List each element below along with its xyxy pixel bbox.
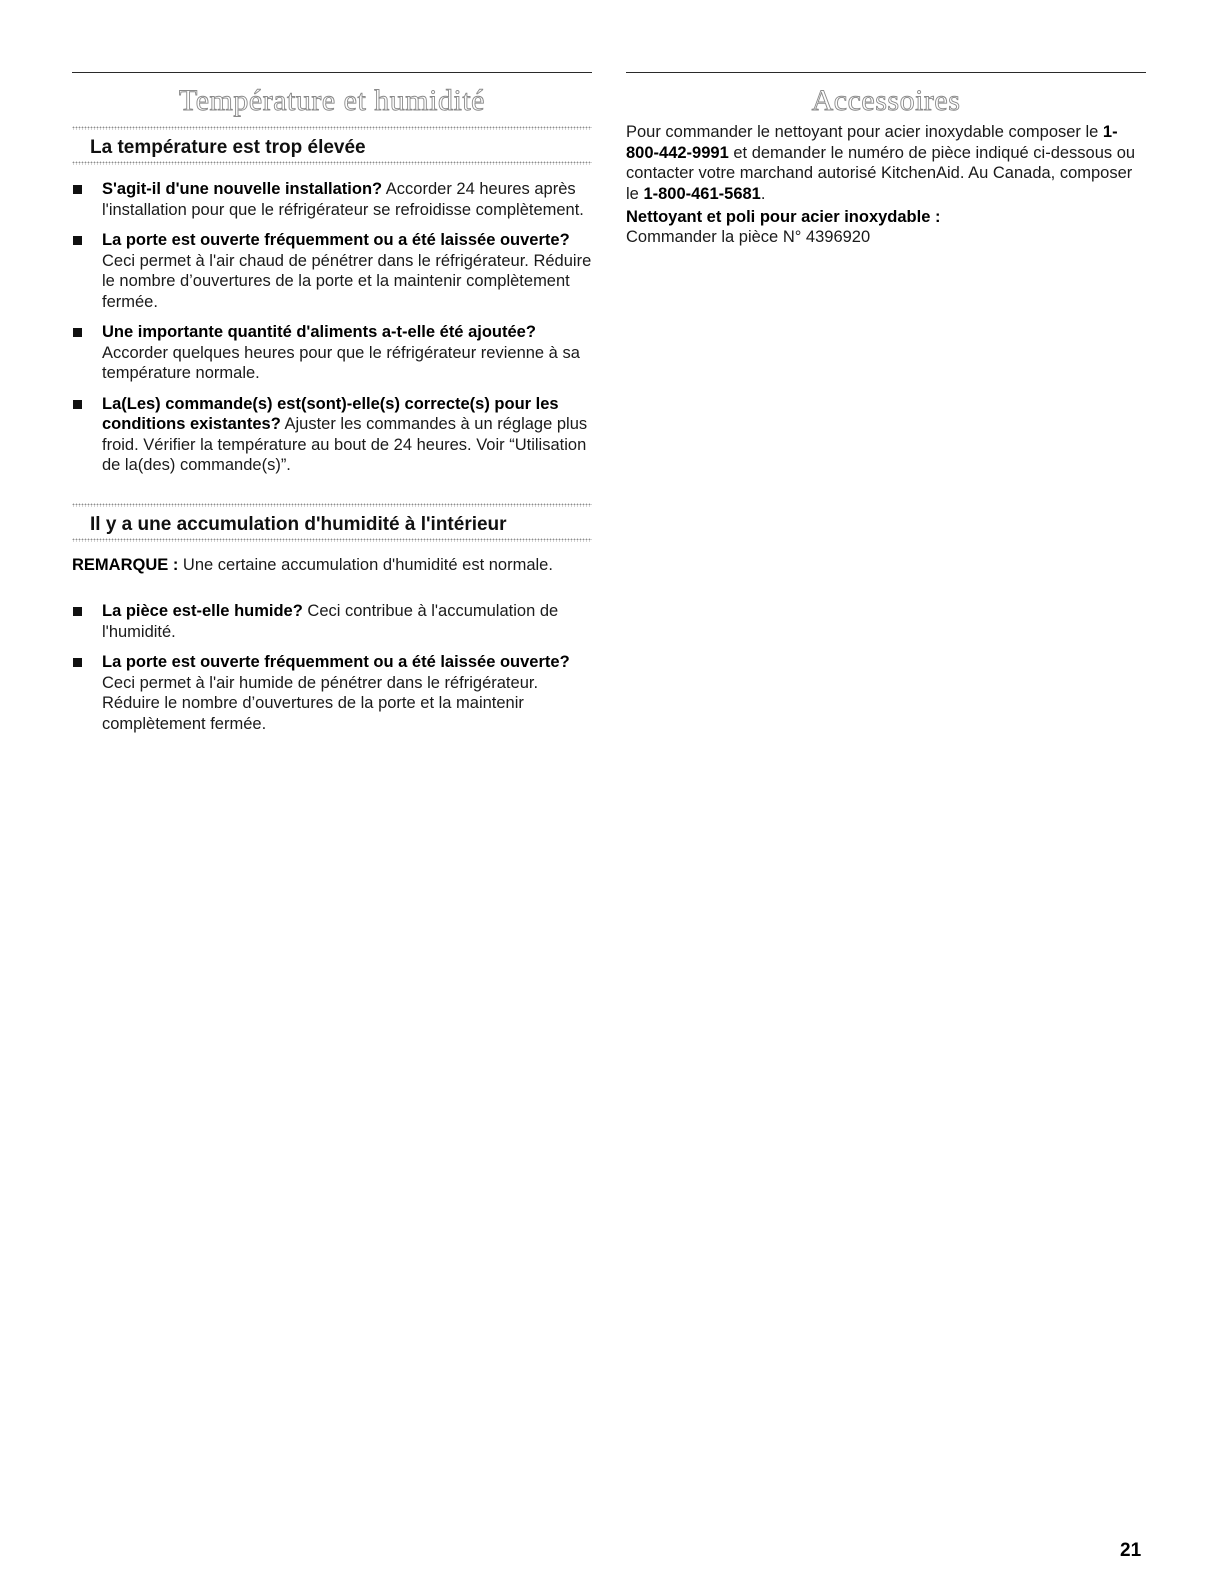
subheading-humidity: Il y a une accumulation d'humidité à l'intérieur xyxy=(90,514,507,535)
bullet-square-icon xyxy=(73,400,82,409)
bullet-square-icon xyxy=(73,328,82,337)
bullet-square-icon xyxy=(73,236,82,245)
list-item: La porte est ouverte fréquemment ou a été laissée ouverte? Ceci permet à l'air chaud de pénétrer dans le réfrigérateur. Réduire le nombre d’ouvertures de la porte et la maintenir complètement fermée. xyxy=(72,230,592,312)
list-item: S'agit-il d'une nouvelle installation? Accorder 24 heures après l'installation pour que le réfrigérateur se refroidisse complètement. xyxy=(72,179,592,220)
section-title-accessories: Accessoires xyxy=(811,84,961,117)
product-name: Nettoyant et poli pour acier inoxydable : xyxy=(626,208,941,226)
list-item: Une importante quantité d'aliments a-t-elle été ajoutée? Accorder quelques heures pour que le réfrigérateur revienne à sa température normale. xyxy=(72,322,592,384)
product-order: Commander la pièce N° 4396920 xyxy=(626,228,871,246)
top-rule xyxy=(626,72,1146,73)
dotted-rule xyxy=(72,126,592,130)
bullet-square-icon xyxy=(73,185,82,194)
list-item: La pièce est-elle humide? Ceci contribue à l'accumulation de l'humidité. xyxy=(72,601,592,642)
top-rule xyxy=(72,72,592,73)
page-number: 21 xyxy=(1120,1540,1142,1561)
subheading-temp-high: La température est trop élevée xyxy=(90,137,366,158)
note-paragraph: REMARQUE : Une certaine accumulation d'humidité est normale. xyxy=(72,556,553,574)
phone-us: 1-800-442-9991 xyxy=(626,123,1118,162)
section-title-temperature: Température et humidité xyxy=(179,84,485,117)
dotted-rule xyxy=(72,538,592,542)
temp-high-list xyxy=(72,179,592,476)
dotted-rule xyxy=(72,503,592,507)
list-item: La porte est ouverte fréquemment ou a été laissée ouverte? Ceci permet à l'air humide de pénétrer dans le réfrigérateur. Réduire le nombre d’ouvertures de la porte et la maintenir complètement fermée. xyxy=(72,652,592,734)
dotted-rule xyxy=(72,161,592,165)
phone-canada: 1-800-461-5681 xyxy=(643,184,761,203)
bullet-square-icon xyxy=(73,658,82,667)
list-item: La(Les) commande(s) est(sont)-elle(s) correcte(s) pour les conditions existantes? Ajuster les commandes à un réglage plus froid. Vérifier la température au bout de 24 heures. Voir “Utilisation de la(des) commande(s)”. xyxy=(72,394,592,476)
accessories-intro: Pour commander le nettoyant pour acier inoxydable composer le 1-800-442-9991 et demander le numéro de pièce indiqué ci-dessous ou contacter votre marchand autorisé KitchenAid. Au Canada, composer le 1-800-461-5681. xyxy=(626,123,1136,203)
bullet-square-icon xyxy=(73,607,82,616)
humidity-list xyxy=(72,601,592,734)
